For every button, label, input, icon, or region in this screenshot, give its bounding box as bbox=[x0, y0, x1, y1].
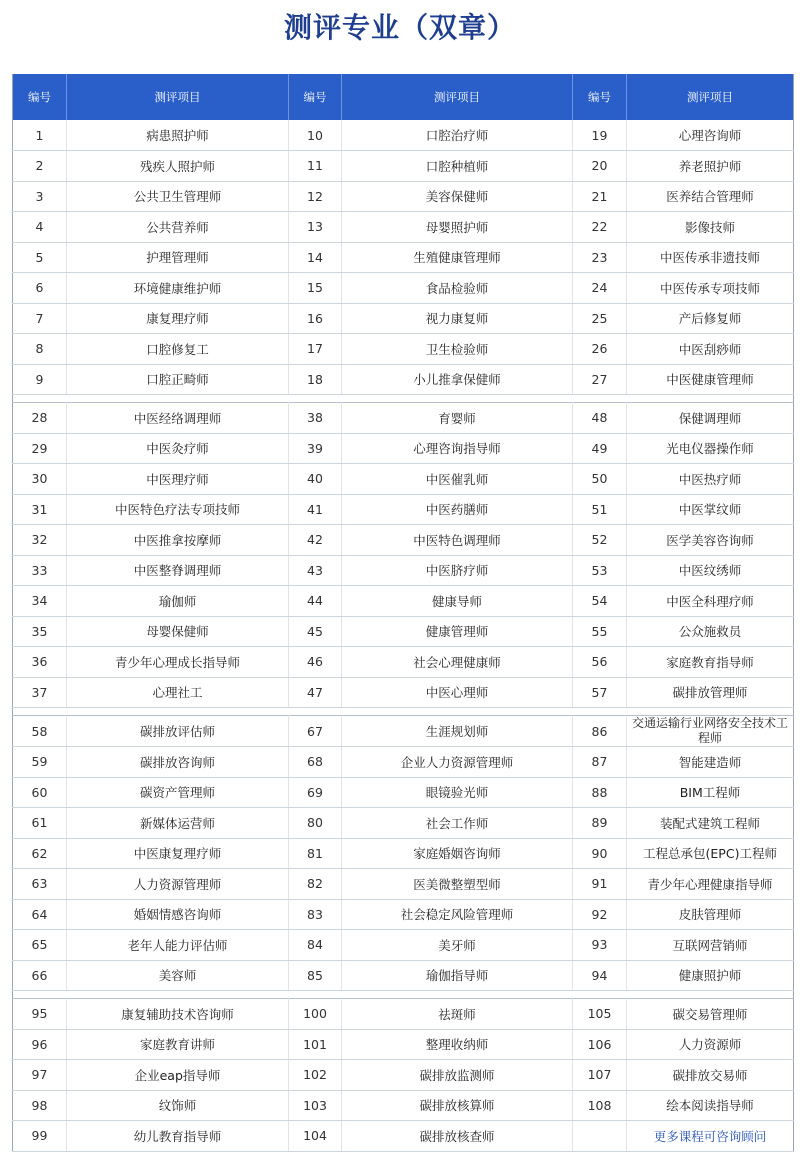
item-number: 41 bbox=[289, 494, 342, 525]
item-number: 2 bbox=[13, 151, 67, 182]
item-name: 碳排放监测师 bbox=[342, 1060, 573, 1091]
item-number: 90 bbox=[573, 838, 627, 869]
item-name: 医美微整塑型师 bbox=[342, 869, 573, 900]
item-number: 14 bbox=[289, 242, 342, 273]
table-row bbox=[13, 181, 794, 212]
group-separator-cell bbox=[13, 395, 794, 403]
item-name: 社会稳定风险管理师 bbox=[342, 899, 573, 930]
item-number: 10 bbox=[289, 120, 342, 151]
table-row bbox=[13, 838, 794, 869]
item-number: 84 bbox=[289, 930, 342, 961]
item-name: 家庭婚姻咨询师 bbox=[342, 838, 573, 869]
item-number: 36 bbox=[13, 647, 67, 678]
table-row bbox=[13, 777, 794, 808]
item-name: 病患照护师 bbox=[67, 120, 289, 151]
item-name: 中医催乳师 bbox=[342, 464, 573, 495]
table-row bbox=[13, 303, 794, 334]
table-row bbox=[13, 1060, 794, 1091]
item-name: 中医康复理疗师 bbox=[67, 838, 289, 869]
item-number: 63 bbox=[13, 869, 67, 900]
page-title: 测评专业（双章） bbox=[283, 11, 516, 44]
item-number: 16 bbox=[289, 303, 342, 334]
table-body bbox=[13, 120, 794, 1151]
header-item: 测评项目 bbox=[627, 74, 794, 120]
table-row bbox=[13, 930, 794, 961]
item-name: 中医健康管理师 bbox=[627, 364, 794, 395]
item-name: 碳排放评估师 bbox=[67, 716, 289, 747]
item-name: 中医纹绣师 bbox=[627, 555, 794, 586]
item-name: 碳排放核算师 bbox=[342, 1090, 573, 1121]
item-number: 104 bbox=[289, 1121, 342, 1152]
item-name: 工程总承包(EPC)工程师 bbox=[627, 838, 794, 869]
item-number: 103 bbox=[289, 1090, 342, 1121]
item-number: 98 bbox=[13, 1090, 67, 1121]
item-number: 55 bbox=[573, 616, 627, 647]
item-name: 食品检验师 bbox=[342, 273, 573, 304]
table-row bbox=[13, 433, 794, 464]
item-name: 中医传承专项技师 bbox=[627, 273, 794, 304]
item-name: 智能建造师 bbox=[627, 747, 794, 778]
item-number: 4 bbox=[13, 212, 67, 243]
item-number: 107 bbox=[573, 1060, 627, 1091]
item-name: 人力资源管理师 bbox=[67, 869, 289, 900]
item-number: 37 bbox=[13, 677, 67, 708]
item-number: 93 bbox=[573, 930, 627, 961]
item-number: 44 bbox=[289, 586, 342, 617]
item-name: 整理收纳师 bbox=[342, 1029, 573, 1060]
item-name: 健康照护师 bbox=[627, 960, 794, 991]
item-number: 101 bbox=[289, 1029, 342, 1060]
item-name: 家庭教育讲师 bbox=[67, 1029, 289, 1060]
group-separator-cell bbox=[13, 991, 794, 999]
item-name: 碳交易管理师 bbox=[627, 999, 794, 1030]
item-name: 社会工作师 bbox=[342, 808, 573, 839]
item-name: 瑜伽师 bbox=[67, 586, 289, 617]
table-header bbox=[13, 74, 794, 120]
table-row bbox=[13, 899, 794, 930]
item-name: 碳排放交易师 bbox=[627, 1060, 794, 1091]
item-number: 42 bbox=[289, 525, 342, 556]
item-number: 65 bbox=[13, 930, 67, 961]
item-name: 中医掌纹师 bbox=[627, 494, 794, 525]
item-name: 护理管理师 bbox=[67, 242, 289, 273]
table-row bbox=[13, 1090, 794, 1121]
item-name: 婚姻情感咨询师 bbox=[67, 899, 289, 930]
table-row bbox=[13, 677, 794, 708]
item-number: 29 bbox=[13, 433, 67, 464]
table-row bbox=[13, 747, 794, 778]
table-row bbox=[13, 494, 794, 525]
item-number: 99 bbox=[13, 1121, 67, 1152]
item-name: 碳资产管理师 bbox=[67, 777, 289, 808]
item-number: 23 bbox=[573, 242, 627, 273]
assessment-table bbox=[12, 74, 794, 1152]
item-number: 102 bbox=[289, 1060, 342, 1091]
item-number: 106 bbox=[573, 1029, 627, 1060]
header-number: 编号 bbox=[13, 74, 67, 120]
item-name: 中医特色疗法专项技师 bbox=[67, 494, 289, 525]
item-name: 保健调理师 bbox=[627, 403, 794, 434]
item-number: 89 bbox=[573, 808, 627, 839]
item-number: 97 bbox=[13, 1060, 67, 1091]
item-name: 中医整脊调理师 bbox=[67, 555, 289, 586]
item-name: 医养结合管理师 bbox=[627, 181, 794, 212]
item-number: 13 bbox=[289, 212, 342, 243]
item-name: 企业人力资源管理师 bbox=[342, 747, 573, 778]
item-name: 中医理疗师 bbox=[67, 464, 289, 495]
item-name: 小儿推拿保健师 bbox=[342, 364, 573, 395]
item-name: 企业eap指导师 bbox=[67, 1060, 289, 1091]
item-number: 27 bbox=[573, 364, 627, 395]
item-name: 健康导师 bbox=[342, 586, 573, 617]
item-name: 养老照护师 bbox=[627, 151, 794, 182]
item-number: 85 bbox=[289, 960, 342, 991]
item-name: 中医热疗师 bbox=[627, 464, 794, 495]
item-number: 17 bbox=[289, 334, 342, 365]
item-number: 11 bbox=[289, 151, 342, 182]
item-number: 105 bbox=[573, 999, 627, 1030]
item-number: 31 bbox=[13, 494, 67, 525]
item-number: 7 bbox=[13, 303, 67, 334]
item-name: 中医传承非遗技师 bbox=[627, 242, 794, 273]
table-row bbox=[13, 464, 794, 495]
item-number: 8 bbox=[13, 334, 67, 365]
item-number: 83 bbox=[289, 899, 342, 930]
item-number: 82 bbox=[289, 869, 342, 900]
item-name: 残疾人照护师 bbox=[67, 151, 289, 182]
table-row bbox=[13, 242, 794, 273]
table-row bbox=[13, 716, 794, 747]
item-number: 6 bbox=[13, 273, 67, 304]
item-name: 美容师 bbox=[67, 960, 289, 991]
table-row bbox=[13, 555, 794, 586]
item-number: 100 bbox=[289, 999, 342, 1030]
header-item: 测评项目 bbox=[67, 74, 289, 120]
table-row bbox=[13, 960, 794, 991]
item-name: 母婴照护师 bbox=[342, 212, 573, 243]
item-name: 家庭教育指导师 bbox=[627, 647, 794, 678]
table-row bbox=[13, 403, 794, 434]
item-number: 43 bbox=[289, 555, 342, 586]
item-name: 心理社工 bbox=[67, 677, 289, 708]
item-name: 口腔修复工 bbox=[67, 334, 289, 365]
item-name: 碳排放咨询师 bbox=[67, 747, 289, 778]
item-number: 53 bbox=[573, 555, 627, 586]
item-name: 交通运输行业网络安全技术工程师 bbox=[627, 716, 794, 747]
item-number: 22 bbox=[573, 212, 627, 243]
item-name: 互联网营销师 bbox=[627, 930, 794, 961]
item-name: 公共营养师 bbox=[67, 212, 289, 243]
item-number: 49 bbox=[573, 433, 627, 464]
table-row bbox=[13, 1121, 794, 1152]
table-row bbox=[13, 273, 794, 304]
item-number: 81 bbox=[289, 838, 342, 869]
item-name: 中医灸疗师 bbox=[67, 433, 289, 464]
header-number: 编号 bbox=[573, 74, 627, 120]
item-name: 影像技师 bbox=[627, 212, 794, 243]
item-number: 67 bbox=[289, 716, 342, 747]
item-number: 62 bbox=[13, 838, 67, 869]
item-number: 57 bbox=[573, 677, 627, 708]
item-number: 54 bbox=[573, 586, 627, 617]
item-number: 95 bbox=[13, 999, 67, 1030]
table-row bbox=[13, 869, 794, 900]
table-row bbox=[13, 808, 794, 839]
item-name: 医学美容咨询师 bbox=[627, 525, 794, 556]
item-name: 光电仪器操作师 bbox=[627, 433, 794, 464]
item-name: 中医脐疗师 bbox=[342, 555, 573, 586]
item-name: 生涯规划师 bbox=[342, 716, 573, 747]
item-name: BIM工程师 bbox=[627, 777, 794, 808]
item-number: 25 bbox=[573, 303, 627, 334]
item-number: 48 bbox=[573, 403, 627, 434]
group-separator bbox=[13, 991, 794, 999]
item-number: 80 bbox=[289, 808, 342, 839]
item-number: 21 bbox=[573, 181, 627, 212]
header-item: 测评项目 bbox=[342, 74, 573, 120]
item-number: 24 bbox=[573, 273, 627, 304]
table-row bbox=[13, 334, 794, 365]
item-number: 45 bbox=[289, 616, 342, 647]
item-number: 51 bbox=[573, 494, 627, 525]
item-name: 口腔种植师 bbox=[342, 151, 573, 182]
item-name: 美容保健师 bbox=[342, 181, 573, 212]
item-name: 心理咨询师 bbox=[627, 120, 794, 151]
table-row bbox=[13, 1029, 794, 1060]
item-name: 中医全科理疗师 bbox=[627, 586, 794, 617]
item-number: 87 bbox=[573, 747, 627, 778]
item-name: 青少年心理成长指导师 bbox=[67, 647, 289, 678]
item-number: 35 bbox=[13, 616, 67, 647]
item-name: 公共卫生管理师 bbox=[67, 181, 289, 212]
item-name: 中医推拿按摩师 bbox=[67, 525, 289, 556]
item-number: 96 bbox=[13, 1029, 67, 1060]
item-name: 碳排放管理师 bbox=[627, 677, 794, 708]
item-number: 39 bbox=[289, 433, 342, 464]
item-name: 中医刮痧师 bbox=[627, 334, 794, 365]
item-number: 61 bbox=[13, 808, 67, 839]
item-number: 46 bbox=[289, 647, 342, 678]
item-number: 3 bbox=[13, 181, 67, 212]
item-name: 碳排放核查师 bbox=[342, 1121, 573, 1152]
table-row bbox=[13, 151, 794, 182]
table-row bbox=[13, 364, 794, 395]
item-number: 26 bbox=[573, 334, 627, 365]
item-name: 幼儿教育指导师 bbox=[67, 1121, 289, 1152]
item-name: 公众施救员 bbox=[627, 616, 794, 647]
item-name: 卫生检验师 bbox=[342, 334, 573, 365]
item-name: 绘本阅读指导师 bbox=[627, 1090, 794, 1121]
item-number: 33 bbox=[13, 555, 67, 586]
item-number: 40 bbox=[289, 464, 342, 495]
item-name: 皮肤管理师 bbox=[627, 899, 794, 930]
item-name: 人力资源师 bbox=[627, 1029, 794, 1060]
item-name: 纹饰师 bbox=[67, 1090, 289, 1121]
item-number: 56 bbox=[573, 647, 627, 678]
item-number: 15 bbox=[289, 273, 342, 304]
item-number: 59 bbox=[13, 747, 67, 778]
table-row bbox=[13, 212, 794, 243]
item-number: 88 bbox=[573, 777, 627, 808]
item-number: 66 bbox=[13, 960, 67, 991]
item-name: 老年人能力评估师 bbox=[67, 930, 289, 961]
table-row bbox=[13, 120, 794, 151]
more-courses-note: 更多课程可咨询顾问 bbox=[627, 1121, 794, 1152]
table-row bbox=[13, 999, 794, 1030]
group-separator bbox=[13, 395, 794, 403]
item-number: 58 bbox=[13, 716, 67, 747]
item-number: 32 bbox=[13, 525, 67, 556]
item-number: 20 bbox=[573, 151, 627, 182]
item-name: 口腔治疗师 bbox=[342, 120, 573, 151]
item-name: 康复理疗师 bbox=[67, 303, 289, 334]
item-number: 12 bbox=[289, 181, 342, 212]
item-number: 94 bbox=[573, 960, 627, 991]
item-name: 康复辅助技术咨询师 bbox=[67, 999, 289, 1030]
item-name: 健康管理师 bbox=[342, 616, 573, 647]
item-number: 30 bbox=[13, 464, 67, 495]
table-row bbox=[13, 525, 794, 556]
item-name: 生殖健康管理师 bbox=[342, 242, 573, 273]
item-name: 产后修复师 bbox=[627, 303, 794, 334]
item-name: 中医特色调理师 bbox=[342, 525, 573, 556]
item-name: 祛斑师 bbox=[342, 999, 573, 1030]
item-number: 86 bbox=[573, 716, 627, 747]
item-number: 1 bbox=[13, 120, 67, 151]
item-number: 28 bbox=[13, 403, 67, 434]
table-row bbox=[13, 586, 794, 617]
item-name: 瑜伽指导师 bbox=[342, 960, 573, 991]
item-name: 母婴保健师 bbox=[67, 616, 289, 647]
header-number: 编号 bbox=[289, 74, 342, 120]
group-separator bbox=[13, 708, 794, 716]
item-name: 中医心理师 bbox=[342, 677, 573, 708]
item-number: 18 bbox=[289, 364, 342, 395]
group-separator-cell bbox=[13, 708, 794, 716]
item-name: 育婴师 bbox=[342, 403, 573, 434]
item-name: 中医药膳师 bbox=[342, 494, 573, 525]
item-number: 92 bbox=[573, 899, 627, 930]
item-name: 装配式建筑工程师 bbox=[627, 808, 794, 839]
item-number: 108 bbox=[573, 1090, 627, 1121]
item-number: 50 bbox=[573, 464, 627, 495]
item-number: 38 bbox=[289, 403, 342, 434]
item-number: 5 bbox=[13, 242, 67, 273]
item-name: 环境健康维护师 bbox=[67, 273, 289, 304]
table-row bbox=[13, 616, 794, 647]
item-number: 34 bbox=[13, 586, 67, 617]
item-name: 新媒体运营师 bbox=[67, 808, 289, 839]
item-number: 19 bbox=[573, 120, 627, 151]
item-number: 68 bbox=[289, 747, 342, 778]
item-name: 中医经络调理师 bbox=[67, 403, 289, 434]
item-number: 69 bbox=[289, 777, 342, 808]
item-number: 52 bbox=[573, 525, 627, 556]
item-name: 口腔正畸师 bbox=[67, 364, 289, 395]
item-name: 社会心理健康师 bbox=[342, 647, 573, 678]
item-name: 视力康复师 bbox=[342, 303, 573, 334]
item-number bbox=[573, 1121, 627, 1152]
item-number: 60 bbox=[13, 777, 67, 808]
item-name: 心理咨询指导师 bbox=[342, 433, 573, 464]
item-number: 9 bbox=[13, 364, 67, 395]
item-name: 青少年心理健康指导师 bbox=[627, 869, 794, 900]
table-row bbox=[13, 647, 794, 678]
item-name: 美牙师 bbox=[342, 930, 573, 961]
item-number: 64 bbox=[13, 899, 67, 930]
item-number: 91 bbox=[573, 869, 627, 900]
item-name: 眼镜验光师 bbox=[342, 777, 573, 808]
item-number: 47 bbox=[289, 677, 342, 708]
